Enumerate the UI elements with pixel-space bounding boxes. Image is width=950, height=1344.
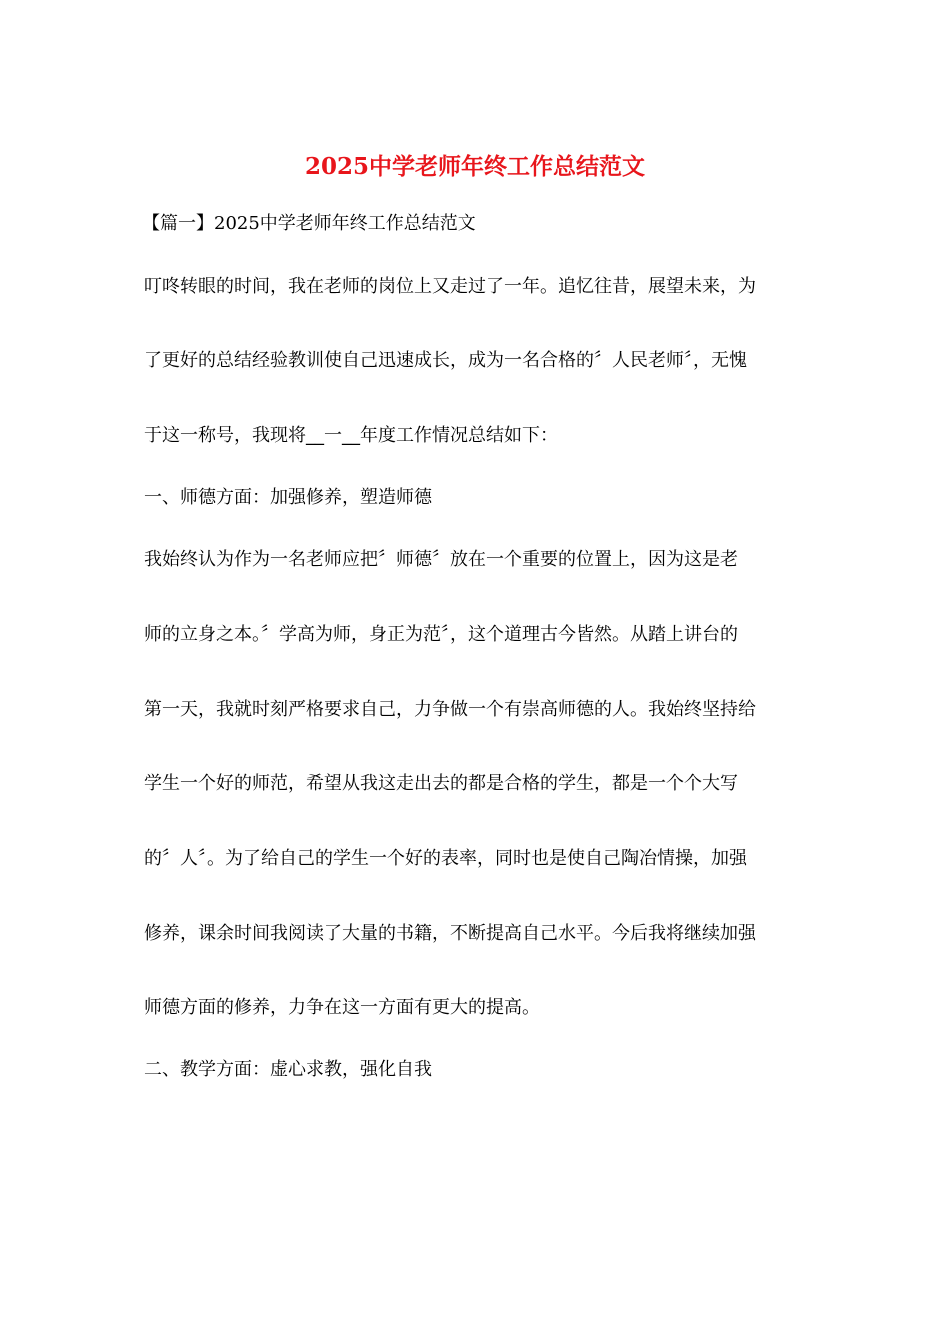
paragraph-line: 师的立身之本。〞学高为师，身正为范〞，这个道理古今皆然。从踏上讲台的 [144, 624, 738, 645]
paragraph-line: 修养，课余时间我阅读了大量的书籍，不断提高自己水平。今后我将继续加强 [144, 923, 756, 944]
paragraph-line: 师德方面的修养，力争在这一方面有更大的提高。 [144, 997, 540, 1018]
document-title: 2025中学老师年终工作总结范文 [304, 153, 645, 180]
paragraph-line: 了更好的总结经验教训使自己迅速成长，成为一名合格的〞人民老师〞，无愧 [144, 350, 747, 371]
paragraph-line: 我始终认为作为一名老师应把〞师德〞放在一个重要的位置上，因为这是老 [144, 549, 738, 570]
document-subtitle: 【篇一】2025中学老师年终工作总结范文 [142, 213, 476, 234]
paragraph-line: 第一天，我就时刻严格要求自己，力争做一个有崇高师德的人。我始终坚持给 [144, 699, 756, 720]
section-heading: 一、师德方面：加强修养，塑造师德 [144, 487, 432, 508]
paragraph-line: 于这一称号，我现将__一__年度工作情况总结如下： [144, 425, 558, 446]
section-heading: 二、教学方面：虚心求教，强化自我 [144, 1059, 432, 1080]
paragraph-line: 叮咚转眼的时间，我在老师的岗位上又走过了一年。追忆往昔，展望未来，为 [144, 276, 756, 297]
paragraph-line: 的〞人〞。为了给自己的学生一个好的表率，同时也是使自己陶冶情操，加强 [144, 848, 747, 869]
paragraph-line: 学生一个好的师范，希望从我这走出去的都是合格的学生，都是一个个大写 [144, 773, 738, 794]
